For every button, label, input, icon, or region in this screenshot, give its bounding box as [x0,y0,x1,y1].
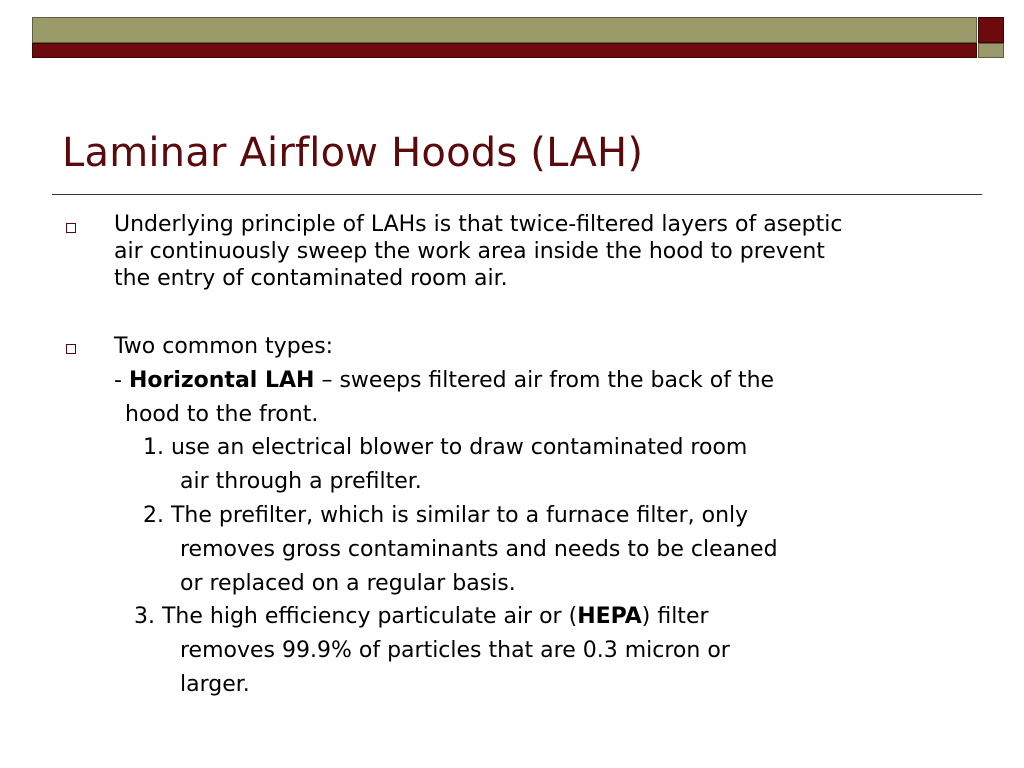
hepa-term: HEPA [577,604,642,629]
p1-line-1: Underlying principle of LAHs is that twice-filtered layers of aseptic [114,212,843,237]
step-3-line-3: larger. [180,672,250,697]
bullet-square-icon [66,344,76,354]
step-3-line-2: removes 99.9% of particles that are 0.3 micron or [180,638,730,663]
horizontal-rest: – sweeps filtered air from the back of the [314,368,775,393]
header-red-bar [32,43,977,58]
p1-line-3: the entry of contaminated room air. [114,266,508,291]
step-1-line-2: air through a prefilter. [180,469,422,494]
step-3-line-1 [134,603,709,631]
step-2-line-2: removes gross contaminants and needs to be cleaned [180,537,778,562]
types-heading: Two common types: [114,334,334,359]
bullet-square-icon [66,223,76,233]
step-3-text-a: 3. The high efficiency particulate air or ( [134,604,578,629]
p1-line-2: air continuously sweep the work area inside the hood to prevent [114,239,825,264]
header-olive-bar [32,17,977,43]
horizontal-prefix: - [114,368,129,393]
horizontal-lah-term: Horizontal LAH [128,368,315,393]
horizontal-lah-line [114,367,774,395]
header-red-square [978,17,1004,43]
title-divider [52,194,982,195]
slide-title: Laminar Airflow Hoods (LAH) [62,130,644,176]
step-2-line-1: 2. The prefilter, which is similar to a furnace filter, only [143,503,749,528]
header-olive-square [978,43,1004,58]
horizontal-lah-cont: hood to the front. [125,402,319,427]
step-1-line-1: 1. use an electrical blower to draw contaminated room [143,435,748,460]
step-2-line-3: or replaced on a regular basis. [180,571,516,596]
step-3-text-c: ) filter [641,604,709,629]
